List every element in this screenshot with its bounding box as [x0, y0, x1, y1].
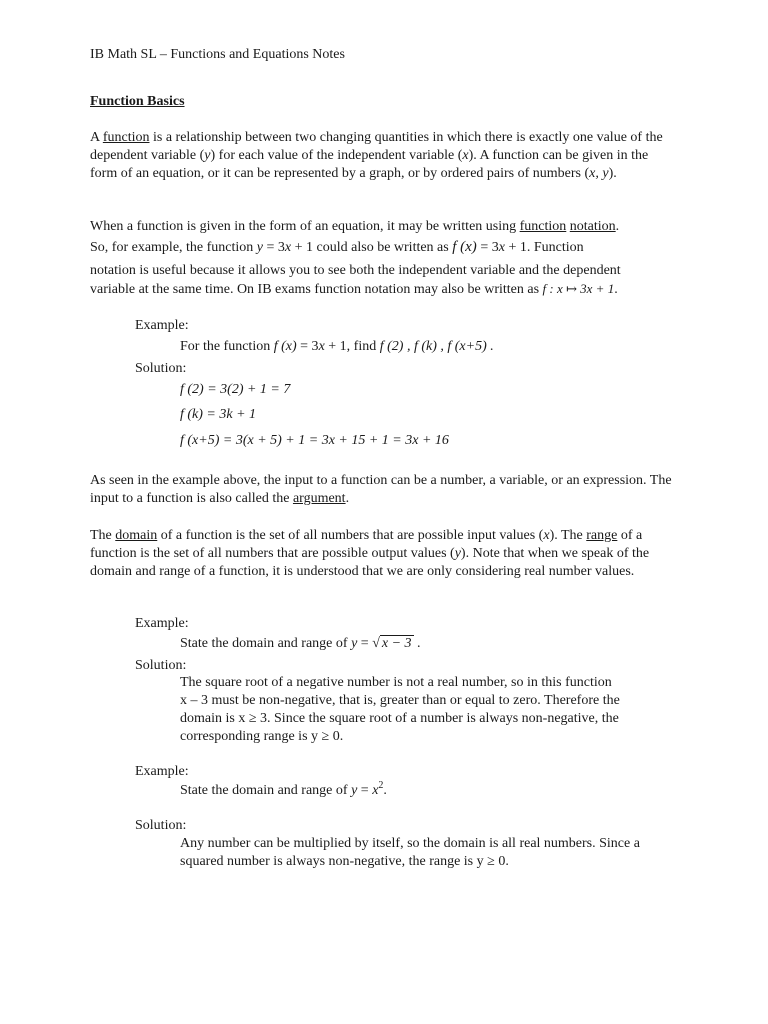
- var-x: x: [543, 528, 550, 543]
- solution-line-4: corresponding range is y ≥ 0.: [180, 729, 344, 744]
- example3-prompt: [180, 782, 680, 801]
- text: The: [90, 528, 116, 543]
- line: notation is useful because it allows you to see both the independent variable and the dependent: [90, 263, 621, 278]
- text: of a function is the set of all numbers that are possible input values (: [157, 528, 544, 543]
- paragraph-function-definition: [90, 129, 678, 183]
- text: + 1. Function: [504, 240, 584, 255]
- math-fx: f (x): [273, 339, 297, 354]
- text: .: [615, 219, 620, 234]
- text: of a function is the set of all numbers that are possible output values (: [90, 528, 643, 561]
- term-notation: notation: [569, 219, 616, 234]
- solution-label: Solution:: [135, 658, 187, 673]
- text: + 1 could also be written as: [291, 240, 453, 255]
- text: variable at the same time. On IB exams function notation may also be written as: [90, 282, 543, 297]
- text: ) for each value of the independent variable (: [210, 148, 463, 163]
- term-range: range: [586, 528, 618, 543]
- line: [90, 236, 678, 262]
- solution-line-2: x – 3 must be non-negative, that is, greater than or equal to zero. Therefore the: [180, 693, 620, 708]
- example-label: Example:: [135, 616, 189, 631]
- solution-line-1: The square root of a negative number is not a real number, so in this function: [180, 675, 612, 690]
- term-argument: argument: [292, 491, 346, 506]
- paragraph-domain-range: [90, 527, 678, 581]
- text: is a relationship between two changing quantities in which there is exactly one value of the dependent variable (: [90, 130, 663, 163]
- solution-line-3: f (x+5) = 3(x + 5) + 1 = 3x + 15 + 1 = 3x + 16: [180, 433, 449, 448]
- var-x: x: [284, 240, 292, 255]
- var-x: x: [462, 148, 469, 163]
- text: + 1, find: [324, 339, 380, 354]
- text: When a function is given in the form of an equation, it may be written using: [90, 219, 520, 234]
- exponent: 2: [378, 780, 384, 791]
- example-label: Example:: [135, 318, 189, 333]
- text: State the domain and range of: [180, 636, 352, 651]
- solution-line-2: f (k) = 3k + 1: [180, 407, 257, 422]
- example2-prompt: [180, 635, 680, 653]
- example-label: Example:: [135, 764, 189, 779]
- math-arrow-notation: f : x ↦ 3x + 1: [542, 281, 615, 296]
- text: ). The: [549, 528, 587, 543]
- line: [90, 280, 678, 298]
- solution-line-1: f (2) = 3(2) + 1 = 7: [180, 382, 291, 397]
- term-function: function: [519, 219, 567, 234]
- var-y: y: [204, 148, 211, 163]
- text: So, for example, the function: [90, 240, 257, 255]
- text: State the domain and range of: [180, 783, 352, 798]
- text: .: [345, 491, 350, 506]
- math-list: f (2) , f (k) , f (x+5) .: [379, 339, 494, 354]
- text: =: [357, 636, 373, 651]
- var-y: y: [454, 546, 461, 561]
- solution-label: Solution:: [135, 361, 187, 376]
- text: For the function: [180, 339, 274, 354]
- text: = 3: [476, 240, 499, 255]
- section-title: Function Basics: [90, 94, 185, 109]
- radical-sign-icon: √: [372, 636, 380, 651]
- page-header: IB Math SL – Functions and Equations Notes: [90, 47, 345, 62]
- solution-label: Solution:: [135, 818, 187, 833]
- var-x: x: [318, 339, 325, 354]
- term-function: function: [102, 130, 150, 145]
- text: ).: [608, 166, 617, 181]
- solution-line-3: domain is x ≥ 3. Since the square root of a number is always non-negative, the: [180, 711, 619, 726]
- text: .: [383, 783, 387, 798]
- text: As seen in the example above, the input to a function can be a number, a variable, or an expression. The input to a function is also called the: [90, 473, 672, 506]
- paragraph-function-notation: [90, 218, 678, 298]
- line: [90, 218, 678, 236]
- example1-prompt: [180, 337, 680, 357]
- text: ). Note that when we speak of the domain and range of a function, it is understood that we are only considering real number values.: [90, 546, 650, 579]
- solution-line-2: squared number is always non-negative, the range is y ≥ 0.: [180, 854, 509, 869]
- square-root: [372, 635, 413, 653]
- text: .: [614, 282, 618, 297]
- text: .: [413, 636, 421, 651]
- text: A: [90, 130, 103, 145]
- math-fx: f (x): [452, 239, 477, 255]
- var-x: x: [498, 240, 505, 255]
- var-y: y: [351, 783, 358, 798]
- text: = 3: [296, 339, 319, 354]
- var-y: y: [351, 636, 358, 651]
- text: ). A function can be given in the form of an equation, or it can be represented by a graph, or by ordered pairs of numbers (: [90, 148, 649, 181]
- solution-line-1: Any number can be multiplied by itself, so the domain is all real numbers. Since a: [180, 836, 640, 851]
- var-x: x: [372, 783, 379, 798]
- radicand: x − 3: [381, 636, 412, 651]
- paragraph-argument: [90, 472, 678, 508]
- text: = 3: [263, 240, 285, 255]
- var-xy: x, y: [589, 166, 609, 181]
- var-y: y: [256, 240, 264, 255]
- text: =: [357, 783, 373, 798]
- term-domain: domain: [115, 528, 158, 543]
